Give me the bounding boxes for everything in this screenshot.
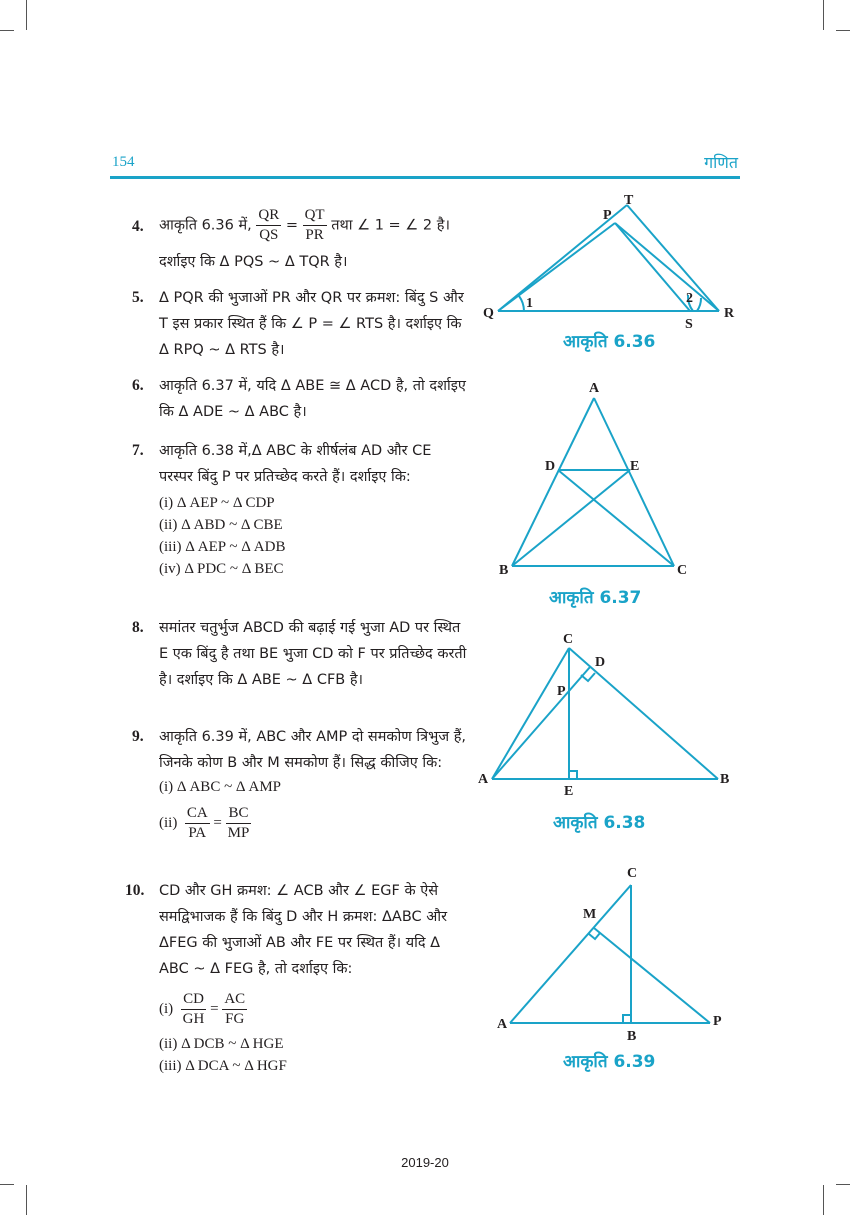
question-number: 10. [125,882,145,899]
fraction [185,804,210,843]
caption-figure-6-37: आकृति 6.37 [549,588,642,608]
label-C: C [677,563,688,578]
sub-question: (iv) Δ PDC ~ Δ BEC [159,561,284,577]
question-5 [132,285,467,363]
sub-question: (i) Δ ABC ~ Δ AMP [159,779,282,795]
question-8 [132,615,467,693]
sub-label: (i) [159,1000,174,1017]
page-number: 154 [112,154,135,170]
question-number: 5. [132,289,144,306]
crop-mark [0,1184,14,1185]
question-text: आकृति 6.36 में, [159,217,252,234]
sub-question: (ii) Δ ABD ~ Δ CBE [159,517,283,533]
question-number: 9. [132,728,144,745]
question-number: 7. [132,442,144,459]
fraction [222,990,247,1029]
denominator: PA [188,825,207,841]
label-P: P [713,1014,722,1029]
question-number: 4. [132,218,144,235]
sub-question [159,804,467,843]
fraction [226,804,252,843]
question-10 [125,878,467,1077]
crop-mark [823,0,824,30]
label-P: P [557,684,566,699]
question-number: 8. [132,619,144,636]
label-S: S [685,317,693,332]
sub-question: (i) Δ AEP ~ Δ CDP [159,495,275,511]
label-C: C [563,632,574,647]
label-P: P [603,208,612,223]
question-text: दर्शाइए कि Δ PQS ~ Δ TQR है। [159,254,348,270]
label-C: C [627,866,638,881]
page-subject: गणित [704,153,738,172]
sub-question [159,990,467,1029]
label-B: B [499,563,509,578]
crop-mark [26,0,27,30]
caption-figure-6-38: आकृति 6.38 [553,813,646,833]
question-text: आकृति 6.37 में, यदि Δ ABE ≅ Δ ACD है, तो दर्शाइए कि Δ ADE ~ Δ ABC है। [159,378,466,420]
fraction [181,990,207,1029]
equals: = [285,217,298,234]
label-R: R [724,306,735,321]
label-E: E [564,784,574,799]
crop-mark [836,1184,850,1185]
question-text: CD और GH क्रमश: ∠ ACB और ∠ EGF के ऐसे समद्विभाजक हैं कि बिंदु D और H क्रमश: ΔABC और ΔFEG की भुजाओं AB और FE पर स्थित हैं। यदि Δ ABC ~ Δ FEG है, तो दर्शाइए कि: [159,883,448,977]
numerator: QR [256,206,281,226]
denominator: MP [227,825,250,841]
equals: = [213,814,222,831]
question-number: 6. [132,377,144,394]
fraction [303,206,327,245]
label-E: E [630,459,640,474]
label-D: D [545,459,556,474]
sub-question: (iii) Δ AEP ~ Δ ADB [159,539,286,555]
denominator: GH [182,1011,205,1027]
label-D: D [595,655,606,670]
label-Q: Q [483,306,494,321]
numerator: CA [185,804,210,824]
sub-question: (ii) Δ DCB ~ Δ HGE [159,1036,284,1052]
denominator: QS [259,227,279,243]
footer-year: 2019-20 [401,1155,449,1170]
label-A: A [589,381,600,396]
sub-label: (ii) [159,814,178,831]
header-rule [110,176,740,179]
question-text: आकृति 6.38 में,Δ ABC के शीर्षलंब AD और CE परस्पर बिंदु P पर प्रतिच्छेद करते हैं। दर्शाइए कि: [159,443,432,485]
question-text: Δ PQR की भुजाओं PR और QR पर क्रमश: बिंदु S और T इस प्रकार स्थित हैं कि ∠ P = ∠ RTS है। दर्शाइए कि Δ RPQ ~ Δ RTS है। [159,290,464,358]
caption-figure-6-36: आकृति 6.36 [563,332,656,352]
question-6 [132,373,467,425]
numerator: BC [226,804,252,824]
crop-mark [836,30,850,31]
question-9 [132,724,467,843]
crop-mark [0,30,14,31]
angle-label-1: 1 [526,296,533,311]
crop-mark [823,1185,824,1215]
label-T: T [624,193,634,208]
numerator: CD [181,990,207,1010]
label-A: A [478,772,489,787]
question-text: तथा ∠ 1 = ∠ 2 है। [331,217,450,234]
caption-figure-6-39: आकृति 6.39 [563,1052,656,1072]
equals: = [210,1000,219,1017]
denominator: FG [225,1011,245,1027]
question-text: समांतर चतुर्भुज ABCD की बढ़ाई गई भुजा AD पर स्थित E एक बिंदु है तथा BE भुजा CD को F पर प्रतिच्छेद करती है। दर्शाइए कि Δ ABE ~ Δ CFB है। [159,620,467,688]
label-A: A [497,1017,508,1032]
crop-mark [26,1185,27,1215]
sub-question: (iii) Δ DCA ~ Δ HGF [159,1058,287,1074]
question-4 [132,206,467,275]
fraction [256,206,281,245]
denominator: PR [305,227,324,243]
label-B: B [627,1029,637,1044]
numerator: QT [303,206,327,226]
question-text: आकृति 6.39 में, ABC और AMP दो समकोण त्रिभुज हैं, जिनके कोण B और M समकोण हैं। सिद्ध कीजिए कि: [159,729,467,771]
angle-label-2: 2 [686,291,693,306]
question-7 [132,438,467,580]
label-B: B [720,772,730,787]
numerator: AC [222,990,247,1010]
label-M: M [583,907,597,922]
